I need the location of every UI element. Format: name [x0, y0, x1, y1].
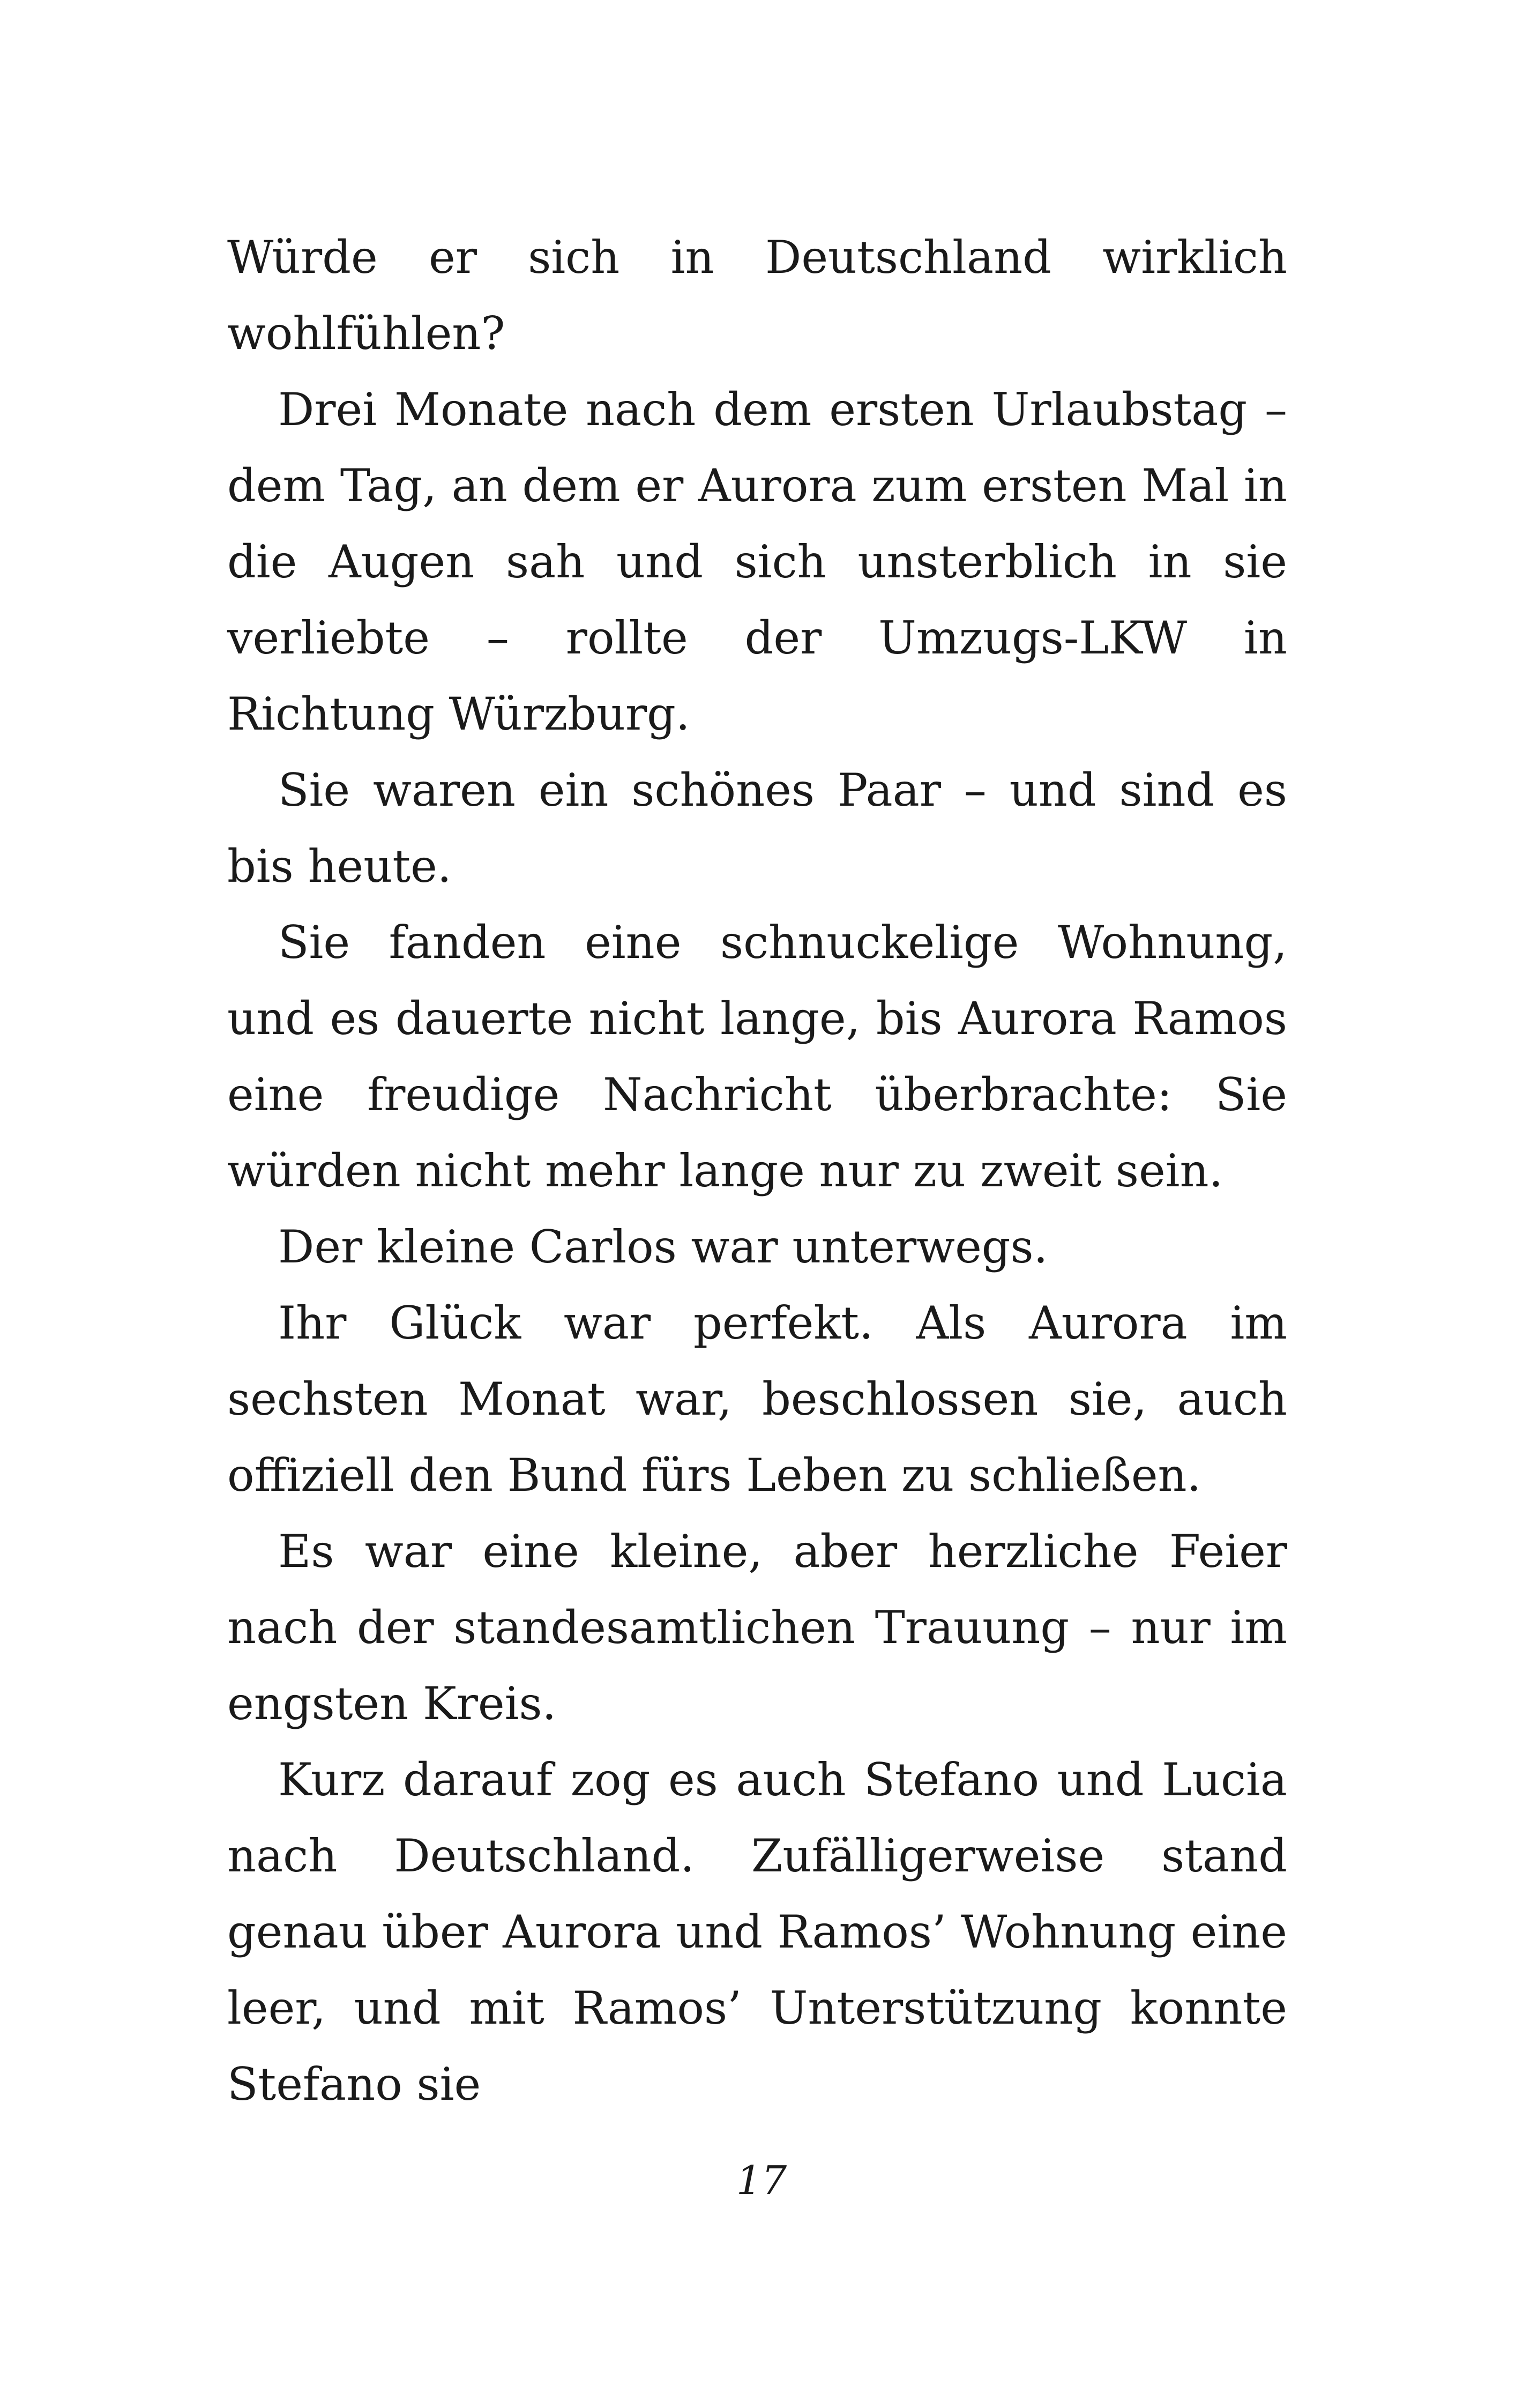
paragraph-7: Es war eine kleine, aber herzliche Feier nach der standesamtlichen Trauung – nur im engsten Kreis.: [227, 1525, 1287, 1730]
paragraph-8: Kurz darauf zog es auch Stefano und Lucia nach Deutschland. Zufälligerweise stand genau über Aurora und Ramos’ Wohnung eine leer, und mit Ramos’ Unterstützung konnte Stefano sie: [227, 1753, 1287, 2110]
paragraph-2: Drei Monate nach dem ersten Urlaubstag – dem Tag, an dem er Aurora zum ersten Mal in die Augen sah und sich unsterblich in sie verliebte – rollte der Umzugs-LKW in Richtung Würzburg.: [227, 383, 1287, 740]
body-text: [227, 219, 1287, 2122]
paragraph-3: Sie waren ein schönes Paar – und sind es bis heute.: [227, 764, 1287, 893]
page-number: 17: [736, 2158, 787, 2204]
paragraph-5: Der kleine Carlos war unterwegs.: [278, 1221, 1048, 1273]
paragraph-1: Würde er sich in Deutschland wirklich wohlfühlen?: [227, 231, 1287, 360]
paragraph-6: Ihr Glück war perfekt. Als Aurora im sechsten Monat war, beschlossen sie, auch offiziell den Bund fürs Leben zu schließen.: [227, 1297, 1287, 1502]
paragraph-4: Sie fanden eine schnuckelige Wohnung, und es dauerte nicht lange, bis Aurora Ramos eine freudige Nachricht überbrachte: Sie würden nicht mehr lange nur zu zweit sein.: [227, 916, 1287, 1197]
